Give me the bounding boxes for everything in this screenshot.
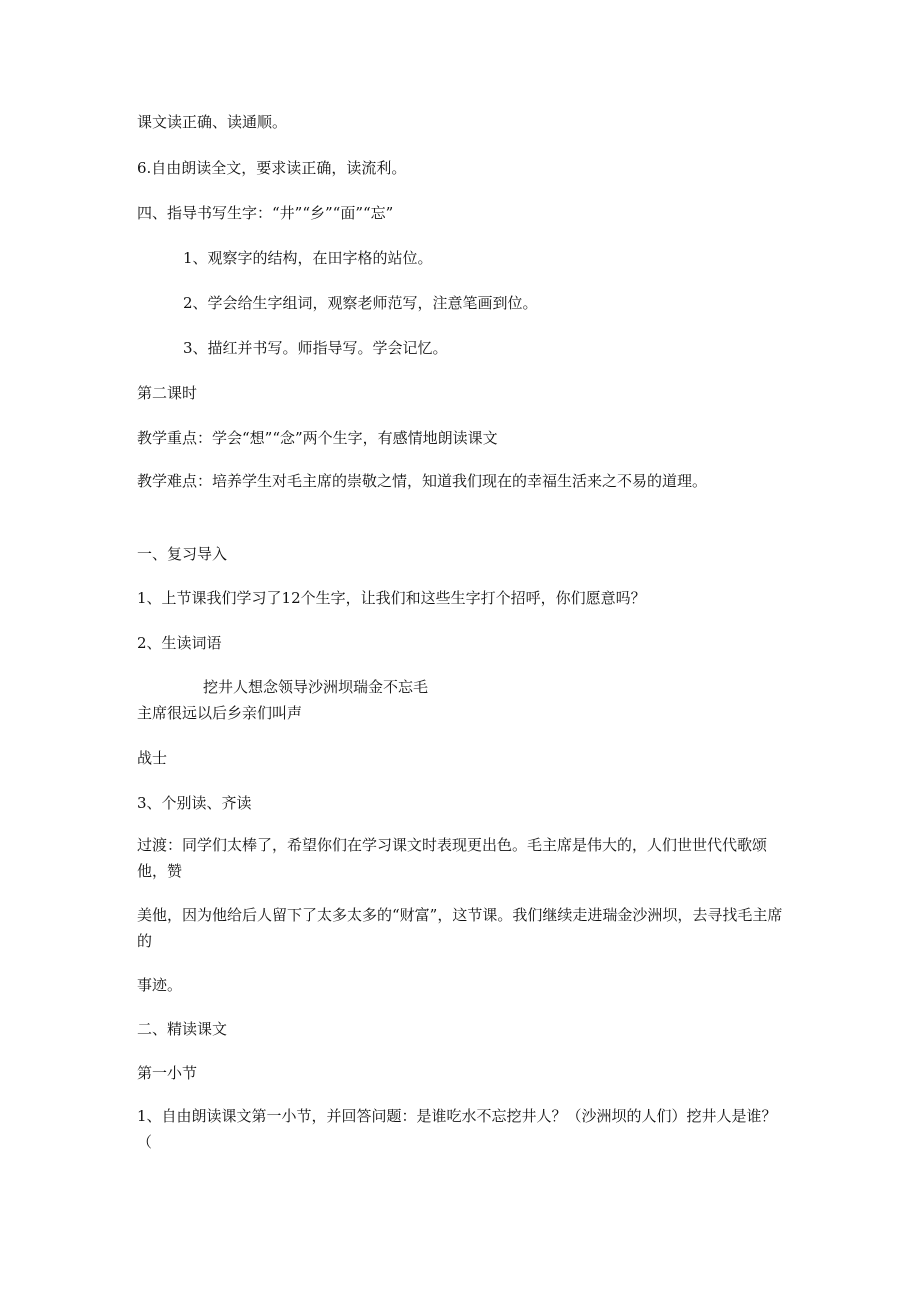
list-item: 2、学会给生字组词，观察老师范写，注意笔画到位。 xyxy=(183,294,538,312)
word-list-line: 战士 xyxy=(137,749,168,767)
question-paragraph: 1、自由朗读课文第一小节，并回答问题：是谁吃水不忘挖井人？（沙洲坝的人们）挖井人是谁？（ xyxy=(137,1107,777,1151)
list-item: 3、描红并书写。师指导写。学会记忆。 xyxy=(183,339,448,357)
list-item: 1、上节课我们学习了12个生字，让我们和这些生字打个招呼，你们愿意吗？ xyxy=(137,589,646,607)
word-list-line: 主席很远以后乡亲们叫声 xyxy=(137,704,303,722)
list-item: 3、个别读、齐读 xyxy=(137,794,252,812)
paragraph-line: 事迹。 xyxy=(137,976,183,994)
lesson-heading: 第二课时 xyxy=(137,384,198,402)
word-list-line: 挖井人想念领导沙洲坝瑞金不忘毛 xyxy=(203,678,429,696)
teaching-focus: 教学重点：学会“想”“念”两个生字，有感情地朗读课文 xyxy=(137,429,498,447)
list-item: 2、生读词语 xyxy=(137,634,222,652)
paragraph-line: 6.自由朗读全文，要求读正确，读流利。 xyxy=(137,159,407,177)
teaching-difficulty: 教学难点：培养学生对毛主席的崇敬之情，知道我们现在的幸福生活来之不易的道理。 xyxy=(137,472,708,490)
section-heading: 二、精读课文 xyxy=(137,1020,228,1038)
section-heading: 四、指导书写生字：“井”“乡”“面”“忘” xyxy=(137,204,394,222)
list-item: 1、观察字的结构，在田字格的站位。 xyxy=(183,249,433,267)
transition-paragraph: 过渡：同学们太棒了，希望你们在学习课文时表现更出色。毛主席是伟大的，人们世世代代歌颂他，赞 xyxy=(137,836,768,880)
subsection-heading: 第一小节 xyxy=(137,1064,198,1082)
transition-paragraph: 美他，因为他给后人留下了太多太多的“财富”，这节课。我们继续走进瑞金沙洲坝，去寻找毛主席的 xyxy=(137,906,783,950)
paragraph-line: 课文读正确、读通顺。 xyxy=(137,113,288,131)
section-heading: 一、复习导入 xyxy=(137,545,228,563)
